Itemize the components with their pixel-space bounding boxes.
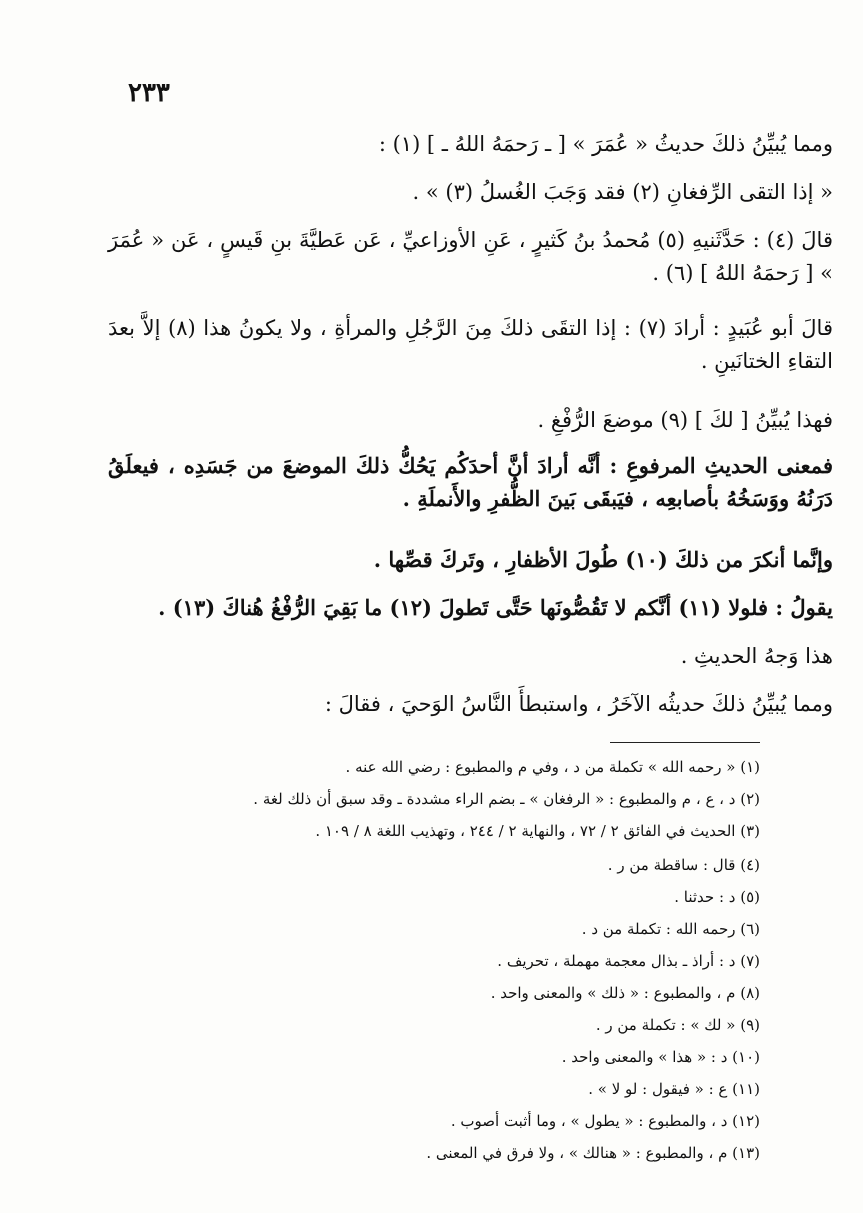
paragraph-3: قالَ (٤) : حَدَّثَنيهِ (٥) مُحمدُ بنُ كَثيرٍ ، عَنِ الأوزاعيِّ ، عَن عَطيَّةَ بنِ قَيسٍ ، عَن « عُمَرَ » [ رَحمَهُ اللهُ ] (٦) . bbox=[108, 228, 833, 285]
footnote-8: (٨) م ، والمطبوع : « ذلك » والمعنى واحد . bbox=[490, 984, 760, 1002]
paragraph-10: ومما يُبيِّنُ ذلكَ حديثُه الآخَرُ ، واستبطأَ النَّاسُ الوَحيَ ، فقالَ : bbox=[324, 692, 833, 716]
footnote-10: (١٠) د : « هذا » والمعنى واحد . bbox=[561, 1048, 760, 1066]
paragraph-2: « إذا التقى الرِّفغانِ (٢) فقد وَجَبَ الغُسلُ (٣) » . bbox=[412, 180, 833, 204]
paragraph-6: فمعنى الحديثِ المرفوعِ : أنَّه أرادَ أنَّ أحدَكُم يَحُكُّ ذلكَ الموضعَ من جَسَدِه ، فيعلَقُ دَرَنُهُ ووَسَخُهُ بأصابعِه ، فيَبقَى بَينَ الظُّفرِ والأَنملَةِ . bbox=[108, 453, 833, 511]
page-number: ٢٣٣ bbox=[128, 78, 170, 108]
paragraph-5: فهذا يُبيِّنُ [ لكَ ] (٩) موضعَ الرُّفْغِ . bbox=[537, 408, 833, 432]
footnote-7: (٧) د : أراذ ـ بذال معجمة مهملة ، تحريف . bbox=[497, 952, 760, 970]
paragraph-9: هذا وَجهُ الحديثِ . bbox=[680, 644, 833, 668]
footnote-5: (٥) د : حدثنا . bbox=[674, 888, 760, 906]
footnote-13: (١٣) م ، والمطبوع : « هنالك » ، ولا فرق في المعنى . bbox=[426, 1144, 760, 1162]
footnote-12: (١٢) د ، والمطبوع : « يطول » ، وما أثبت أصوب . bbox=[450, 1112, 760, 1130]
footnote-11: (١١) ع : « فيقول : لو لا » . bbox=[588, 1080, 760, 1098]
footnote-6: (٦) رحمه الله : تكملة من د . bbox=[581, 920, 760, 938]
paragraph-8: يقولُ : فلولا (١١) أنَّكم لا تَقُصُّونَها حَتَّى تَطولَ (١٢) ما بَقِيَ الرُّفْغُ هُناكَ (١٣) . bbox=[158, 595, 833, 620]
paragraph-7: وإنَّما أنكرَ من ذلكَ (١٠) طُولَ الأظفارِ ، وتَركَ قصِّها . bbox=[373, 547, 833, 572]
paragraph-1: ومما يُبيِّنُ ذلكَ حديثُ « عُمَرَ » [ ـ رَحمَهُ اللهُ ـ ] (١) : bbox=[378, 132, 833, 156]
footnote-divider bbox=[610, 742, 760, 743]
footnote-3: (٣) الحديث في الفائق ٢ / ٧٢ ، والنهاية ٢ / ٢٤٤ ، وتهذيب اللغة ٨ / ١٠٩ . bbox=[315, 822, 760, 840]
footnote-1: (١) « رحمه الله » تكملة من د ، وفي م والمطبوع : رضي الله عنه . bbox=[345, 758, 760, 776]
footnote-4: (٤) قال : ساقطة من ر . bbox=[607, 856, 760, 874]
footnote-2: (٢) د ، ع ، م والمطبوع : « الرفغان » ـ بضم الراء مشددة ـ وقد سبق أن ذلك لغة . bbox=[253, 790, 760, 808]
footnote-9: (٩) « لك » : تكملة من ر . bbox=[595, 1016, 760, 1034]
paragraph-4: قالَ أبو عُبَيدٍ : أرادَ (٧) : إذا التقَى ذلكَ مِنَ الرَّجُلِ والمرأةِ ، ولا يكونُ هذا (٨) إلاَّ بعدَ التقاءِ الختانَينِ . bbox=[108, 316, 833, 373]
